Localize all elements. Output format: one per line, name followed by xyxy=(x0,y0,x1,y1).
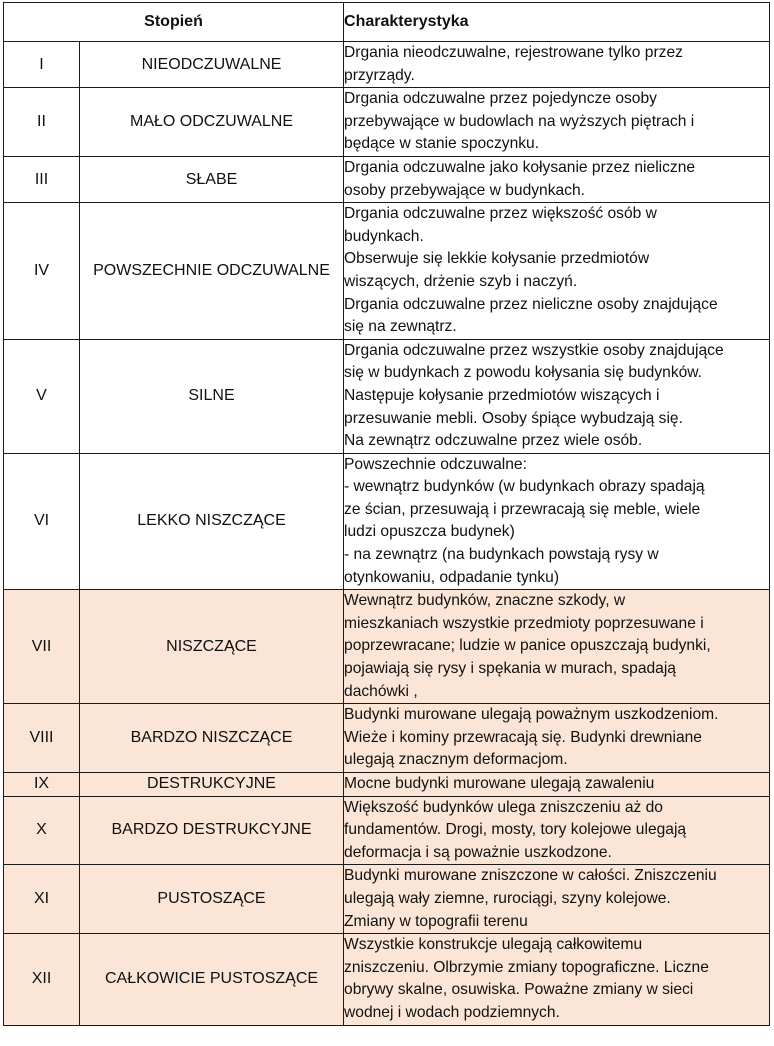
description-line: ze ścian, przesuwają i przewracają się meble, wiele xyxy=(344,500,701,518)
table-row xyxy=(4,704,770,773)
description-line: wiszących, drżenie szyb i naczyń. xyxy=(344,272,578,290)
degree-description xyxy=(344,865,770,934)
description-line: dachówki , xyxy=(344,682,418,700)
description-line: fundamentów. Drogi, mosty, tory kolejowe ulegają xyxy=(344,821,687,839)
characteristic-header: Charakterystyka xyxy=(344,3,770,42)
table-row xyxy=(4,339,770,453)
description-line: Budynki murowane ulegają poważnym uszkodzeniom. xyxy=(344,706,719,724)
degree-description xyxy=(344,704,770,773)
description-line: przesuwanie mebli. Osoby śpiące wybudzają się. xyxy=(344,409,683,427)
degree-name: BARDZO DESTRUKCYJNE xyxy=(80,796,344,865)
description-line: Budynki murowane zniszczone w całości. Zniszczeniu xyxy=(344,867,717,885)
degree-numeral: III xyxy=(4,156,80,202)
table-row xyxy=(4,796,770,865)
degree-name: DESTRUKCYJNE xyxy=(80,773,344,797)
description-line: przebywające w budowlach na wyższych piętrach i xyxy=(344,112,695,130)
description-line: Drgania odczuwalne jako kołysanie przez nieliczne xyxy=(344,158,696,176)
degree-numeral: VIII xyxy=(4,704,80,773)
description-line: ulegają wały ziemne, rurociągi, szyny kolejowe. xyxy=(344,889,671,907)
description-line: mieszkaniach wszystkie przedmioty poprzesuwane i xyxy=(344,614,704,632)
description-line: Drgania odczuwalne przez wszystkie osoby znajdujące xyxy=(344,341,724,359)
degree-name: NISZCZĄCE xyxy=(80,590,344,704)
description-line: budynkach. xyxy=(344,227,424,245)
degree-name: MAŁO ODCZUWALNE xyxy=(80,88,344,157)
degree-description xyxy=(344,88,770,157)
table-row xyxy=(4,934,770,1025)
degree-numeral: VII xyxy=(4,590,80,704)
description-line: Drgania nieodczuwalne, rejestrowane tylko przez xyxy=(344,44,683,61)
intensity-scale-table xyxy=(3,2,770,1026)
description-line: się na zewnątrz. xyxy=(344,318,457,336)
header-row xyxy=(4,3,770,42)
description-line: deformacja i są poważnie uszkodzone. xyxy=(344,843,612,861)
degree-description xyxy=(344,156,770,202)
table-row xyxy=(4,773,770,797)
description-line: Powszechnie odczuwalne: xyxy=(344,455,527,473)
description-line: Zmiany w topografii terenu xyxy=(344,912,528,930)
degree-name: POWSZECHNIE ODCZUWALNE xyxy=(80,203,344,340)
degree-description xyxy=(344,934,770,1025)
degree-name: PUSTOSZĄCE xyxy=(80,865,344,934)
degree-numeral: I xyxy=(4,42,80,88)
description-line: otynkowaniu, odpadanie tynku) xyxy=(344,568,560,586)
degree-description xyxy=(344,590,770,704)
degree-name: SILNE xyxy=(80,339,344,453)
description-line: będące w stanie spoczynku. xyxy=(344,135,540,153)
table-row xyxy=(4,42,770,88)
degree-description xyxy=(344,773,770,797)
table-row xyxy=(4,88,770,157)
degree-description xyxy=(344,453,770,590)
degree-numeral: XI xyxy=(4,865,80,934)
degree-description xyxy=(344,203,770,340)
table-row xyxy=(4,865,770,934)
degree-name: BARDZO NISZCZĄCE xyxy=(80,704,344,773)
description-line: przyrządy. xyxy=(344,66,415,84)
degree-description xyxy=(344,339,770,453)
description-line: Na zewnątrz odczuwalne przez wiele osób. xyxy=(344,432,643,450)
description-line: ludzi opuszcza budynek) xyxy=(344,523,515,541)
description-line: ulegają znacznym deformacjom. xyxy=(344,751,568,769)
degree-numeral: IV xyxy=(4,203,80,340)
description-line: Mocne budynki murowane ulegają zawaleniu xyxy=(344,775,655,792)
table-row xyxy=(4,203,770,340)
description-line: osoby przebywające w budynkach. xyxy=(344,181,585,199)
degree-numeral: VI xyxy=(4,453,80,590)
degree-numeral: X xyxy=(4,796,80,865)
degree-name: SŁABE xyxy=(80,156,344,202)
degree-numeral: XII xyxy=(4,934,80,1025)
description-line: zniszczeniu. Olbrzymie zmiany topograficzne. Liczne xyxy=(344,958,709,976)
description-line: Większość budynków ulega zniszczeniu aż do xyxy=(344,798,663,816)
degree-description xyxy=(344,796,770,865)
description-line: - na zewnątrz (na budynkach powstają rysy w xyxy=(344,546,659,564)
description-line: poprzewracane; ludzie w panice opuszczają budynki, xyxy=(344,637,711,655)
table-row xyxy=(4,156,770,202)
degree-numeral: V xyxy=(4,339,80,453)
table-row xyxy=(4,453,770,590)
table-row xyxy=(4,590,770,704)
degree-header: Stopień xyxy=(4,3,344,42)
degree-numeral: II xyxy=(4,88,80,157)
description-line: Drgania odczuwalne przez nieliczne osoby znajdujące xyxy=(344,295,718,313)
description-line: Wewnątrz budynków, znaczne szkody, w xyxy=(344,592,626,610)
degree-description xyxy=(344,42,770,88)
description-line: się w budynkach z powodu kołysania się budynków. xyxy=(344,364,703,382)
description-line: Następuje kołysanie przedmiotów wiszących i xyxy=(344,386,660,404)
degree-numeral: IX xyxy=(4,773,80,797)
degree-name: LEKKO NISZCZĄCE xyxy=(80,453,344,590)
degree-name: NIEODCZUWALNE xyxy=(80,42,344,88)
description-line: obrywy skalne, osuwiska. Poważne zmiany w sieci xyxy=(344,981,694,999)
description-line: Obserwuje się lekkie kołysanie przedmiotów xyxy=(344,250,650,268)
description-line: Wieże i kominy przewracają się. Budynki drewniane xyxy=(344,728,702,746)
description-line: wodnej i wodach podziemnych. xyxy=(344,1003,560,1021)
degree-name: CAŁKOWICIE PUSTOSZĄCE xyxy=(80,934,344,1025)
description-line: Drgania odczuwalne przez większość osób w xyxy=(344,205,657,223)
description-line: Wszystkie konstrukcje ulegają całkowitemu xyxy=(344,936,643,954)
description-line: pojawiają się rysy i spękania w murach, spadają xyxy=(344,660,676,678)
description-line: - wewnątrz budynków (w budynkach obrazy spadają xyxy=(344,478,705,496)
description-line: Drgania odczuwalne przez pojedyncze osoby xyxy=(344,90,657,108)
